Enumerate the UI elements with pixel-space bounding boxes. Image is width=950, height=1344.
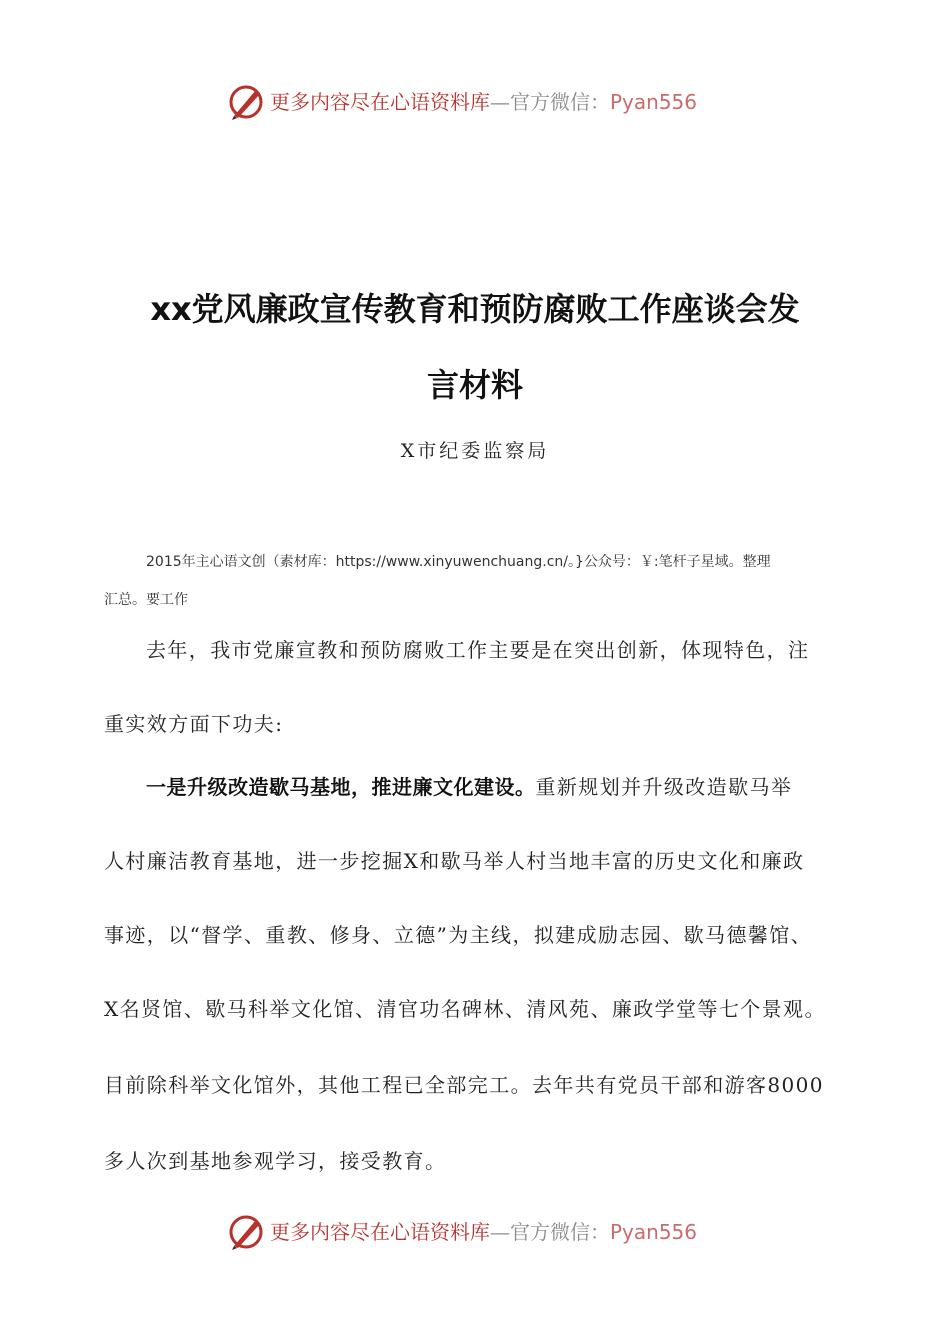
banner-text-part3: Pyan556 [610,90,698,114]
banner-text-part1: 更多内容尽在心语资料库 [270,90,490,114]
paragraph-1-line-4: X名贤馆、歇马科举文化馆、清官功名碑林、清风苑、廉政学堂等七个景观。 [104,997,826,1021]
paragraph-1-line-1-rest: 重新规划并升级改造歇马举 [535,775,793,799]
intro-line-1: 去年，我市党廉宣教和预防腐败工作主要是在突出创新，体现特色，注 [146,638,810,662]
paragraph-1-line-2: 人村廉洁教育基地，进一步挖掘X和歇马举人村当地丰富的历史文化和廉政 [104,849,805,873]
pen-logo-icon [226,1212,266,1252]
banner-text-part2: —官方微信： [490,1220,610,1244]
footer-banner [0,1210,950,1254]
document-title-line-2: 言材料 [426,366,523,404]
intro-line-2: 重实效方面下功夫: [104,712,284,736]
paragraph-1-line-3: 事迹，以“督学、重教、修身、立德”为主线，拟建成励志园、歇马德馨馆、 [104,923,813,947]
banner-text-part1: 更多内容尽在心语资料库 [270,1220,490,1244]
header-banner [0,80,950,124]
note-line-2: 汇总。要工作 [104,592,188,608]
paragraph-1-line-6: 多人次到基地参观学习，接受教育。 [104,1149,447,1173]
paragraph-1-lead: 一是升级改造歇马基地，推进廉文化建设。 [146,775,536,799]
pen-logo-icon [226,82,266,122]
document-author: X市纪委监察局 [400,440,550,462]
banner-text [270,1218,697,1246]
paragraph-1-line-5: 目前除科举文化馆外，其他工程已全部完工。去年共有党员干部和游客8000 [104,1073,824,1097]
banner-text [270,88,697,116]
note-line-1: 2015年主心语文创（素材库：https://www.xinyuwenchuang.cn/。}公众号：￥:笔杆子星域。整理 [146,554,771,570]
banner-text-part3: Pyan556 [610,1220,698,1244]
banner-text-part2: —官方微信： [490,90,610,114]
document-title-line-1: xx党风廉政宣传教育和预防腐败工作座谈会发 [150,290,800,328]
paragraph-1-line-1 [146,771,792,800]
